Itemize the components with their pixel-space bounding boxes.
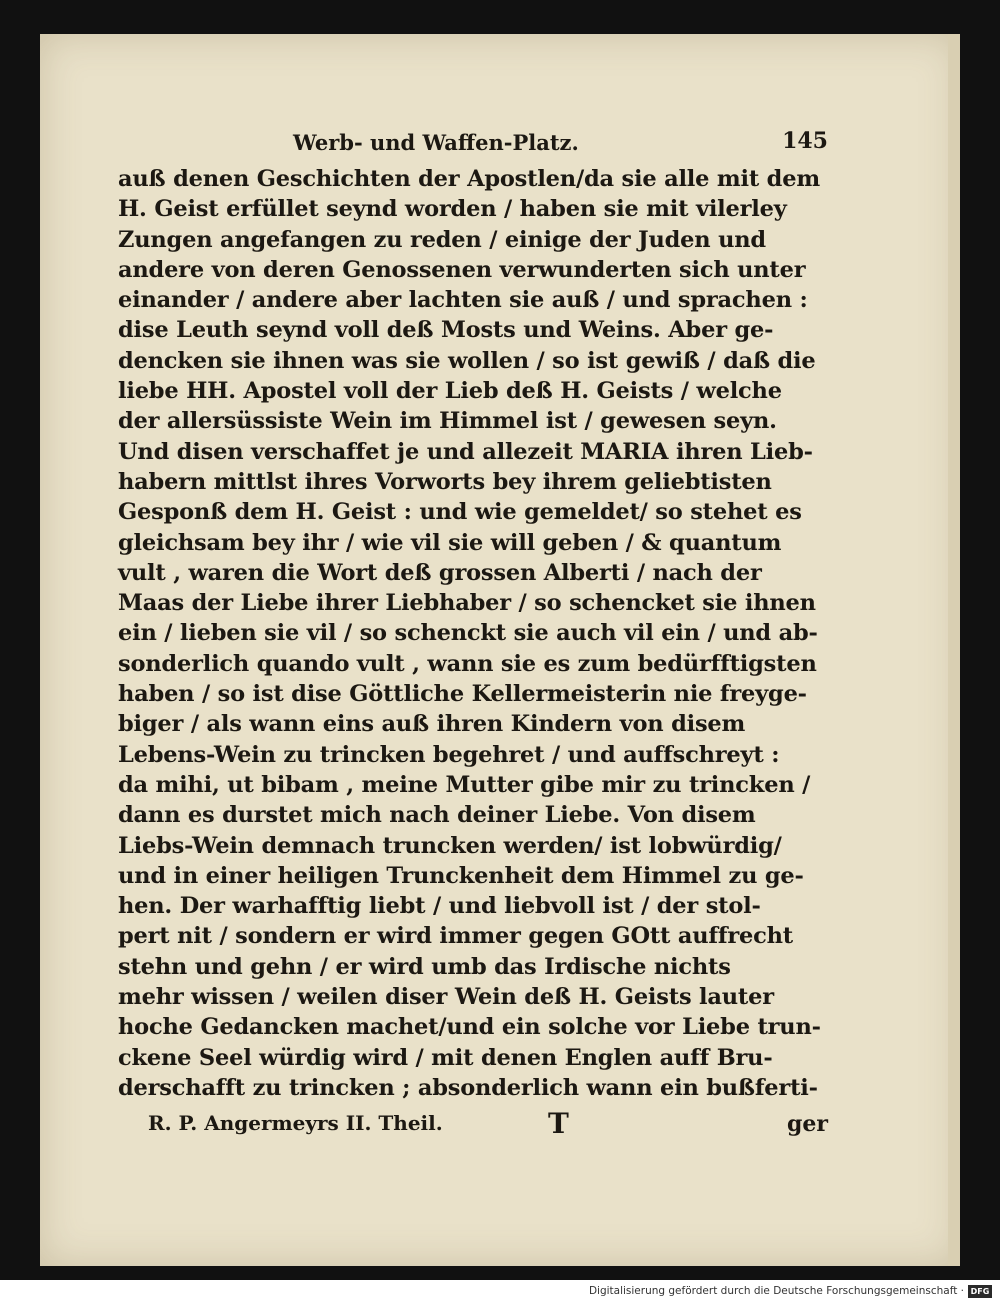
text-line: stehn und gehn / er wird umb das Irdische nichts: [118, 953, 731, 980]
text-line: pert nit / sondern er wird immer gegen GOtt auffrecht: [118, 923, 793, 950]
text-line: vult , waren die Wort deß grossen Alberti / nach der: [118, 559, 762, 586]
text-line: hen. Der warhafftig liebt / und liebvoll ist / der stol-: [118, 893, 761, 920]
dfg-logo: DFG: [968, 1285, 992, 1298]
text-line: Lebens-Wein zu trincken begehret / und auffschreyt :: [118, 741, 780, 768]
text-line: andere von deren Genossenen verwunderten sich unter: [118, 256, 806, 283]
body-text: [118, 164, 821, 1103]
book-page: [40, 34, 960, 1266]
page-number: 145: [782, 128, 828, 154]
text-line: ein / lieben sie vil / so schenckt sie auch vil ein / und ab-: [118, 620, 818, 647]
text-line: dencken sie ihnen was sie wollen / so ist gewiß / daß die: [118, 347, 816, 374]
page-edge: [948, 34, 960, 1266]
text-line: Maas der Liebe ihrer Liebhaber / so schencket sie ihnen: [118, 590, 816, 617]
text-line: habern mittlst ihres Vorworts bey ihrem geliebtisten: [118, 468, 772, 495]
text-line: Zungen angefangen zu reden / einige der Juden und: [118, 226, 766, 253]
text-line: Liebs-Wein demnach truncken werden/ ist lobwürdig/: [118, 832, 782, 859]
text-line: gleichsam bey ihr / wie vil sie will geben / & quantum: [118, 529, 782, 556]
text-line: der allersüssiste Wein im Himmel ist / gewesen seyn.: [118, 408, 777, 435]
text-line: mehr wissen / weilen diser Wein deß H. Geists lauter: [118, 984, 774, 1011]
text-line: einander / andere aber lachten sie auß / und sprachen :: [118, 287, 808, 314]
text-line: dise Leuth seynd voll deß Mosts und Weins. Aber ge-: [118, 317, 774, 344]
text-line: Und disen verschaffet je und allezeit MARIA ihren Lieb-: [118, 438, 813, 465]
text-line: dann es durstet mich nach deiner Liebe. Von disem: [118, 802, 756, 829]
text-line: derschafft zu trincken ; absonderlich wann ein bußferti-: [118, 1074, 818, 1101]
signature-mark: T: [548, 1107, 569, 1141]
credit-text: Digitalisierung gefördert durch die Deutsche Forschungsgemeinschaft ·: [588, 1285, 964, 1297]
catchword: ger: [787, 1111, 828, 1138]
text-line: Gesponß dem H. Geist : und wie gemeldet/ so stehet es: [118, 499, 802, 526]
text-line: auß denen Geschichten der Apostlen/da sie alle mit dem: [118, 166, 820, 192]
page-footer: [118, 1107, 828, 1147]
text-line: biger / als wann eins auß ihren Kindern von disem: [118, 711, 746, 738]
text-line: ckene Seel würdig wird / mit denen Englen auff Bru-: [118, 1044, 773, 1071]
footer-signature: R. P. Angermeyrs II. Theil.: [148, 1111, 443, 1136]
text-line: sonderlich quando vult , wann sie es zum bedürfftigsten: [118, 650, 817, 677]
text-line: und in einer heiligen Trunckenheit dem Himmel zu ge-: [118, 862, 804, 889]
text-block: [118, 128, 828, 1147]
text-line: liebe HH. Apostel voll der Lieb deß H. Geists / welche: [118, 378, 782, 405]
text-line: haben / so ist dise Göttliche Kellermeisterin nie freyge-: [118, 681, 807, 708]
running-title: Werb- und Waffen-Platz.: [293, 130, 579, 155]
running-head: [118, 128, 828, 164]
text-line: hoche Gedancken machet/und ein solche vor Liebe trun-: [118, 1014, 821, 1041]
text-line: H. Geist erfüllet seynd worden / haben sie mit vilerley: [118, 196, 787, 223]
credit-bar: [0, 1280, 1000, 1304]
text-line: da mihi, ut bibam , meine Mutter gibe mir zu trincken /: [118, 771, 811, 798]
